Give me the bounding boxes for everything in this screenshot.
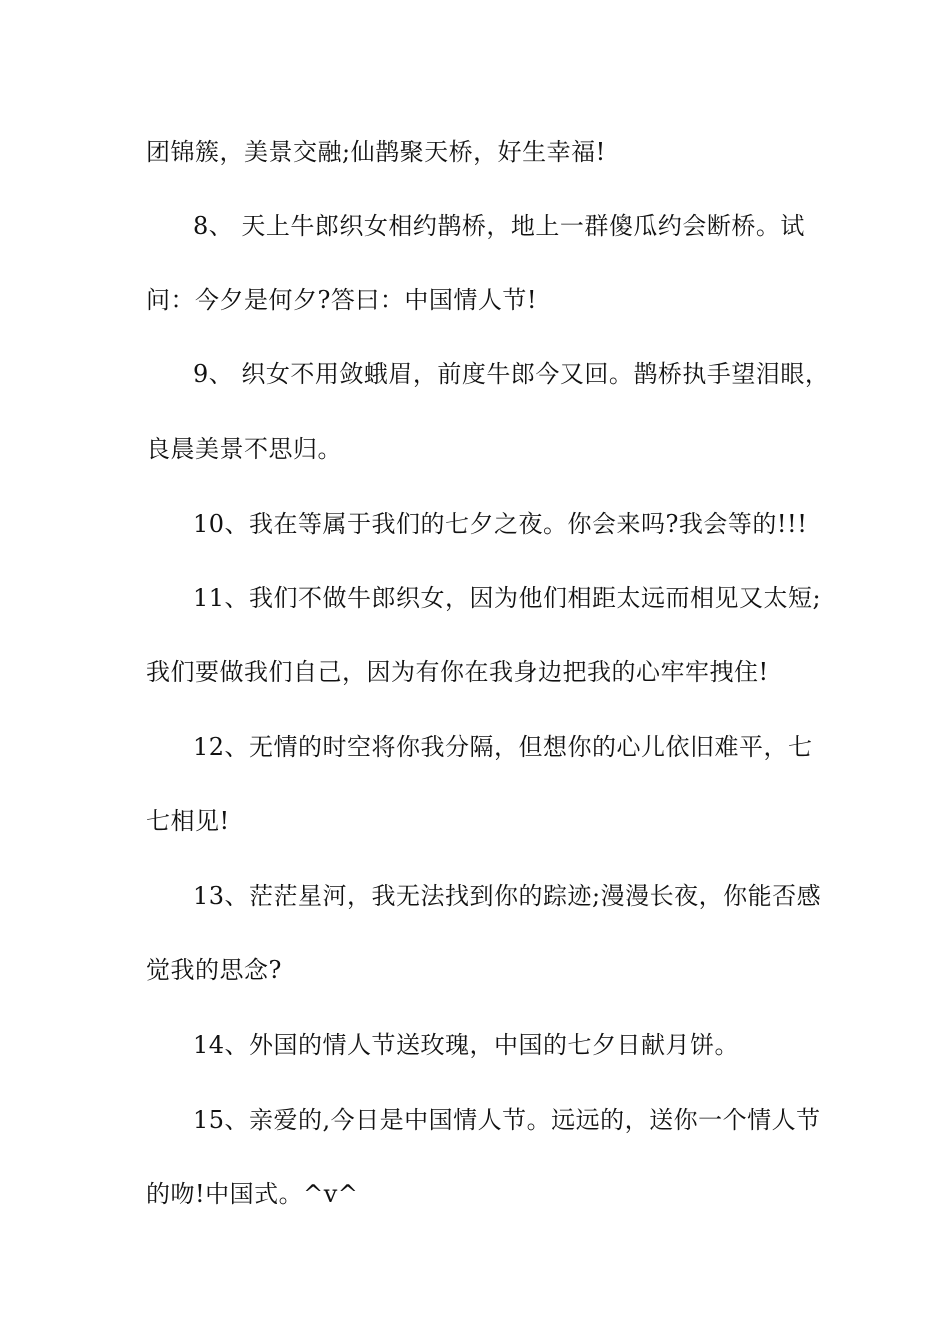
- text-line-9: 12、无情的时空将你我分隔，但想你的心儿依旧难平，七: [193, 733, 813, 761]
- text-line-8: 我们要做我们自己，因为有你在我身边把我的心牢牢拽住!: [146, 658, 769, 686]
- text-line-13: 14、外国的情人节送玫瑰，中国的七夕日献月饼。: [193, 1031, 740, 1059]
- text-line-7: 11、我们不做牛郎织女，因为他们相距太远而相见又太短;: [193, 584, 822, 612]
- text-line-14: 15、亲爱的,今日是中国情人节。远远的，送你一个情人节: [193, 1106, 821, 1134]
- text-line-1: 团锦簇，美景交融;仙鹊聚天桥，好生幸福!: [146, 138, 606, 166]
- text-line-4: 9、 织女不用敛蛾眉，前度牛郎今又回。鹊桥执手望泪眼，: [193, 360, 830, 388]
- text-line-5: 良晨美景不思归。: [146, 435, 342, 463]
- text-line-10: 七相见!: [146, 807, 230, 835]
- text-line-6: 10、我在等属于我们的七夕之夜。你会来吗?我会等的!!!: [193, 510, 808, 538]
- text-line-11: 13、茫茫星河，我无法找到你的踪迹;漫漫长夜，你能否感: [193, 882, 822, 910]
- text-line-15: 的吻!中国式。^v^: [146, 1180, 359, 1208]
- text-line-2: 8、 天上牛郎织女相约鹊桥，地上一群傻瓜约会断桥。试: [193, 212, 805, 240]
- text-line-12: 觉我的思念?: [146, 956, 282, 984]
- text-line-3: 问：今夕是何夕?答曰：中国情人节!: [146, 286, 538, 314]
